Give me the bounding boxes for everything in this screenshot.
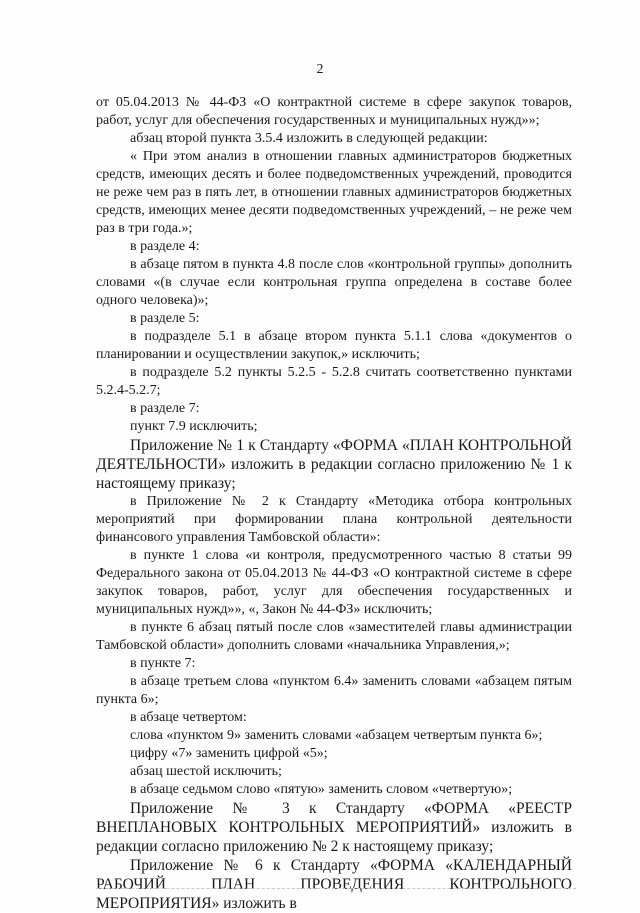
paragraph-2: абзац второй пункта 3.5.4 изложить в следующей редакции: xyxy=(130,131,488,146)
paragraph-7: в подразделе 5.1 в абзаце втором пункта 5.1.1 слова «документов о планировании и осуществлении закупок,» исключить; xyxy=(96,329,572,362)
paragraph-19: цифру «7» заменить цифрой «5»; xyxy=(130,746,328,761)
paragraph-17: в абзаце четвертом: xyxy=(130,710,247,725)
paragraph-12: в Приложение № 2 к Стандарту «Методика отбора контрольных мероприятий при формировании плана контрольной деятельности финансового управления Тамбовской области»: xyxy=(96,494,572,545)
paragraph-6: в разделе 5: xyxy=(130,311,200,326)
paragraph-14: в пункте 6 абзац пятый после слов «заместителей главы администрации Тамбовской области» дополнить словами «начальника Управления,»; xyxy=(96,620,572,653)
paragraph-10: пункт 7.9 исключить; xyxy=(130,419,258,434)
paragraph-3: « При этом анализ в отношении главных администраторов бюджетных средств, имеющих десять и более подведомственных учреждений, проводится не реже чем раз в пять лет, в отношении главных администраторов бюджетных средств, имеющих менее десяти подведомственных учреждений, – не реже чем раз в три года.»; xyxy=(96,149,572,236)
paragraph-18: слова «пунктом 9» заменить словами «абзацем четвертым пункта 6»; xyxy=(130,728,543,743)
paragraph-23: Приложение № 6 к Стандарту «ФОРМА «КАЛЕНДАРНЫЙ РАБОЧИЙ ПЛАН ПРОВЕДЕНИЯ КОНТРОЛЬНОГО МЕРОПРИЯТИЯ» изложить в xyxy=(96,857,572,912)
paragraph-8: в подразделе 5.2 пункты 5.2.5 - 5.2.8 считать соответственно пунктами 5.2.4-5.2.7; xyxy=(96,365,572,398)
document-body xyxy=(96,94,572,913)
footer-divider xyxy=(96,888,576,889)
paragraph-9: в разделе 7: xyxy=(130,401,200,416)
paragraph-11: Приложение № 1 к Стандарту «ФОРМА «ПЛАН КОНТРОЛЬНОЙ ДЕЯТЕЛЬНОСТИ» изложить в редакции согласно приложению № 1 к настоящему приказу; xyxy=(96,437,572,492)
paragraph-13: в пункте 1 слова «и контроля, предусмотренного частью 8 статьи 99 Федерального закона от 05.04.2013 № 44-ФЗ «О контрактной системе в сфере закупок товаров, работ, услуг для обеспечения государственных и муниципальных нужд»», «, Закон № 44-ФЗ» исключить; xyxy=(96,548,572,617)
paragraph-4: в разделе 4: xyxy=(130,239,200,254)
paragraph-20: абзац шестой исключить; xyxy=(130,764,282,779)
paragraph-22: Приложение № 3 к Стандарту «ФОРМА «РЕЕСТР ВНЕПЛАНОВЫХ КОНТРОЛЬНЫХ МЕРОПРИЯТИЙ» изложить в редакции согласно приложению № 2 к настоящему приказу; xyxy=(96,800,572,855)
paragraph-1: от 05.04.2013 № 44-ФЗ «О контрактной системе в сфере закупок товаров, работ, услуг для обеспечения государственных и муниципальных нужд»»; xyxy=(96,95,572,128)
paragraph-5: в абзаце пятом в пункта 4.8 после слов «контрольной группы» дополнить словами «(в случае если контрольная группа определена в составе более одного человека)»; xyxy=(96,257,572,308)
paragraph-21: в абзаце седьмом слово «пятую» заменить словом «четвертую»; xyxy=(130,782,513,797)
paragraph-16: в абзаце третьем слова «пунктом 6.4» заменить словами «абзацем пятым пункта 6»; xyxy=(96,674,572,707)
paragraph-15: в пункте 7: xyxy=(130,656,196,671)
page-number: 2 xyxy=(316,62,324,77)
